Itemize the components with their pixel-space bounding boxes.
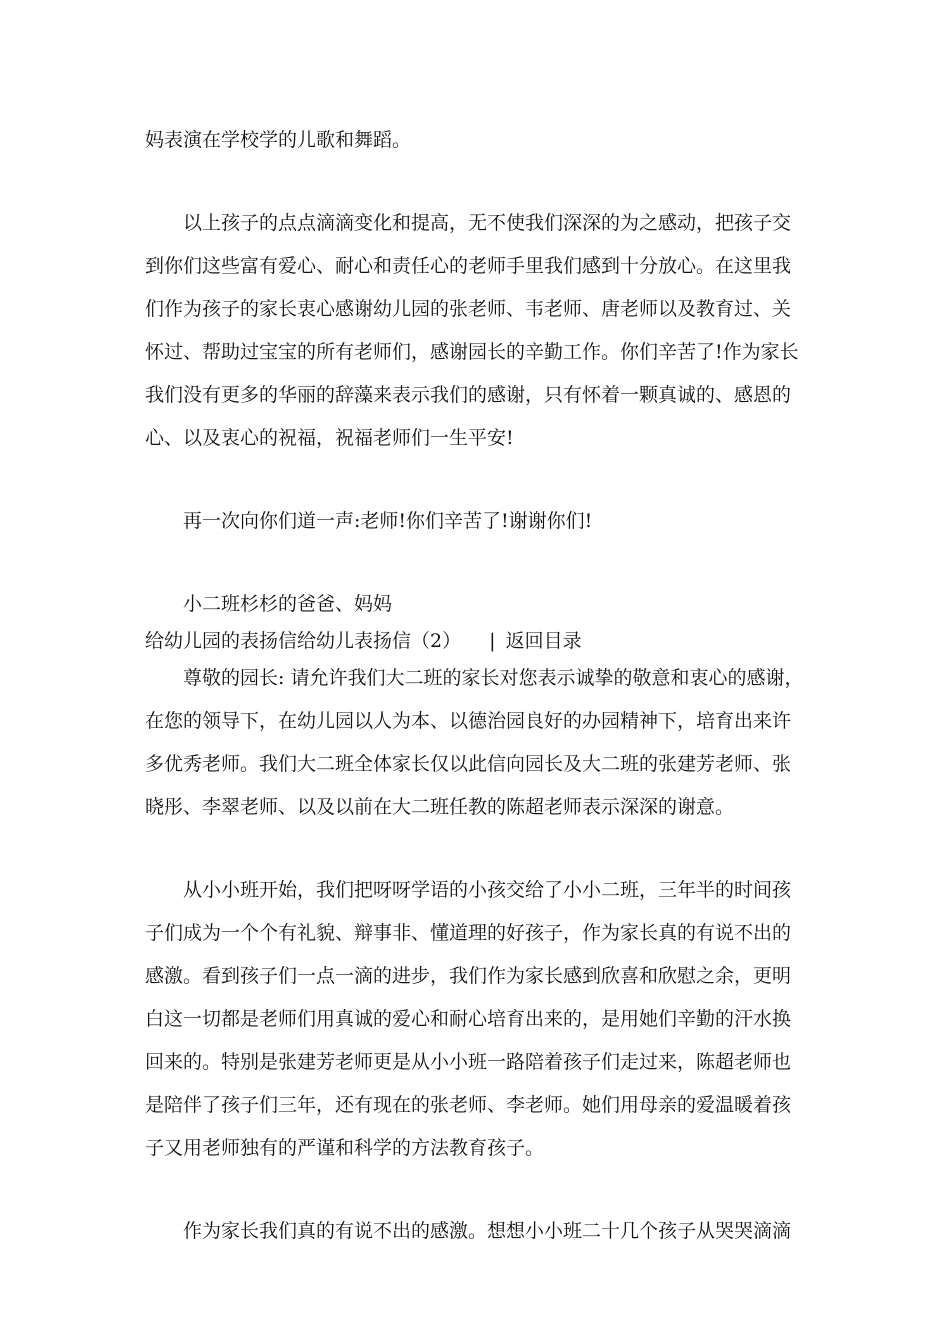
paragraph-line: 子们成为一个个有礼貌、辩事非、懂道理的好孩子，作为家长真的有说不出的: [145, 922, 792, 944]
paragraph-line: 以上孩子的点点滴滴变化和提高，无不使我们深深的为之感动，把孩子交: [183, 212, 792, 234]
paragraph-line: 在您的领导下，在幼儿园以人为本、以德治园良好的办园精神下，培育出来许: [145, 710, 792, 732]
paragraph-line: 是陪伴了孩子们三年，还有现在的张老师、李老师。她们用母亲的爱温暖着孩: [145, 1094, 792, 1116]
paragraph-line: 再一次向你们道一声:老师!你们辛苦了!谢谢你们!: [183, 510, 593, 532]
paragraph-line: 作为家长我们真的有说不出的感激。想想小小班二十几个孩子从哭哭滴滴: [183, 1220, 792, 1242]
paragraph-line: 我们没有更多的华丽的辞藻来表示我们的感谢，只有怀着一颗真诚的、感恩的: [145, 384, 792, 406]
paragraph-line: 们作为孩子的家长衷心感谢幼儿园的张老师、韦老师、唐老师以及教育过、关: [145, 298, 792, 320]
signature-line: 小二班杉杉的爸爸、妈妈: [183, 593, 393, 615]
paragraph-line: 感激。看到孩子们一点一滴的进步，我们作为家长感到欣喜和欣慰之余，更明: [145, 965, 792, 987]
paragraph-line: 子又用老师独有的严谨和科学的方法教育孩子。: [145, 1137, 545, 1159]
paragraph-line: 妈表演在学校学的儿歌和舞蹈。: [145, 129, 412, 151]
paragraph-line: 从小小班开始，我们把呀呀学语的小孩交给了小小二班，三年半的时间孩: [183, 879, 792, 901]
paragraph-line: 晓彤、李翠老师、以及以前在大二班任教的陈超老师表示深深的谢意。: [145, 796, 735, 818]
section-title: 给幼儿园的表扬信给幼儿表扬信（2）: [145, 630, 462, 652]
heading-separator: |: [489, 630, 496, 652]
back-to-toc-link[interactable]: 返回目录: [505, 630, 582, 652]
paragraph-line: 回来的。特别是张建芳老师更是从小小班一路陪着孩子们走过来，陈超老师也: [145, 1051, 792, 1073]
paragraph-line: 尊敬的园长: 请允许我们大二班的家长对您表示诚挚的敬意和衷心的感谢，: [183, 667, 804, 689]
section-heading: [145, 629, 810, 653]
paragraph-line: 白这一切都是老师们用真诚的爱心和耐心培育出来的，是用她们辛勤的汗水换: [145, 1008, 792, 1030]
paragraph-line: 心、以及衷心的祝福，祝福老师们一生平安!: [145, 427, 514, 449]
paragraph-line: 到你们这些富有爱心、耐心和责任心的老师手里我们感到十分放心。在这里我: [145, 255, 792, 277]
paragraph-line: 怀过、帮助过宝宝的所有老师们，感谢园长的辛勤工作。你们辛苦了!作为家长: [145, 341, 799, 363]
paragraph-line: 多优秀老师。我们大二班全体家长仅以此信向园长及大二班的张建芳老师、张: [145, 753, 792, 775]
